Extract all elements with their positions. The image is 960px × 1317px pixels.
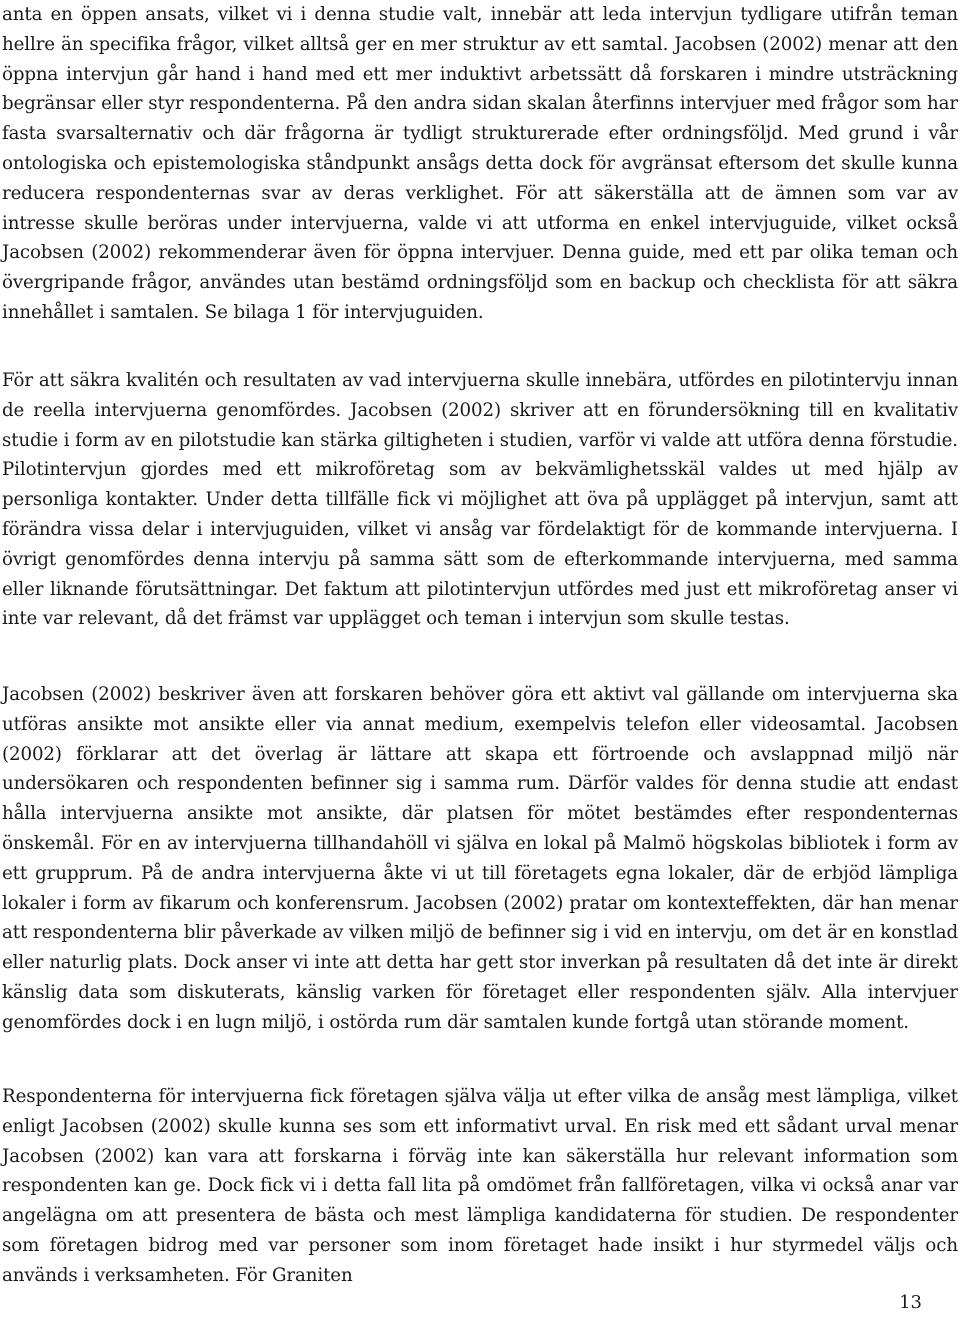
page-number: 13 [899, 1292, 922, 1313]
body-paragraph: För att säkra kvalitén och resultaten av vad intervjuerna skulle innebära, utfördes en pilotintervju innan de reella intervjuerna genomfördes. Jacobsen (2002) skriver att en förundersökning till en kvalitativ studie i form av en pilotstudie kan stärka giltigheten i studien, varför vi valde att utföra denna förstudie. Pilotintervjun gjordes med ett mikroföretag som av bekvämlighetsskäl valdes ut med hjälp av personliga kontakter. Under detta tillfälle fick vi möjlighet att öva på upplägget på intervjun, samt att förändra vissa delar i intervjuguiden, vilket vi ansåg var fördelaktigt för de kommande intervjuerna. I övrigt genomfördes denna intervju på samma sätt som de efterkommande intervjuerna, med samma eller liknande förutsättningar. Det faktum att pilotintervjun utfördes med just ett mikroföretag anser vi inte var relevant, då det främst var upplägget och teman i intervjun som skulle testas. [2, 370, 958, 630]
body-paragraph: anta en öppen ansats, vilket vi i denna studie valt, innebär att leda intervjun tydligare utifrån teman hellre än specifika frågor, vilket alltså ger en mer struktur av ett samtal. Jacobsen (2002) menar att den öppna intervjun går hand i hand med ett mer induktivt arbetssätt då forskaren i mindre utsträckning begränsar eller styr respondenterna. På den andra sidan skalan återfinns intervjuer med frågor som har fasta svarsalternativ och där frågorna är tydligt strukturerade efter ordningsföljd. Med grund i vår ontologiska och epistemologiska ståndpunkt ansågs detta dock för avgränsat eftersom det skulle kunna reducera respondenternas svar av deras verklighet. För att säkerställa att de ämnen som var av intresse skulle beröras under intervjuerna, valde vi att utforma en enkel intervjuguide, vilket också Jacobsen (2002) rekommenderar även för öppna intervjuer. Denna guide, med ett par olika teman och övergripande frågor, användes utan bestämd ordningsföljd som en backup och checklista för att säkra innehållet i samtalen. Se bilaga 1 för intervjuguiden. [2, 4, 958, 323]
body-paragraph: Respondenterna för intervjuerna fick företagen själva välja ut efter vilka de ansåg mest lämpliga, vilket enligt Jacobsen (2002) skulle kunna ses som ett informativt urval. En risk med ett sådant urval menar Jacobsen (2002) kan vara att forskarna i förväg inte kan säkerställa hur relevant information som respondenten kan ge. Dock fick vi i detta fall lita på omdömet från fallföretagen, vilka vi också anar var angelägna om att presentera de bästa och mest lämpliga kandidaterna för studien. De respondenter som företagen bidrog med var personer som inom företaget hade insikt i hur styrmedel väljs och används i verksamheten. För Graniten [2, 1086, 958, 1286]
body-paragraph: Jacobsen (2002) beskriver även att forskaren behöver göra ett aktivt val gällande om intervjuerna ska utföras ansikte mot ansikte eller via annat medium, exempelvis telefon eller videosamtal. Jacobsen (2002) förklarar att det överlag är lättare att skapa ett förtroende och avslappnad miljö när undersökaren och respondenten befinner sig i samma rum. Därför valdes för denna studie att endast hålla intervjuerna ansikte mot ansikte, där platsen för mötet bestämdes efter respondenternas önskemål. För en av intervjuerna tillhandahöll vi själva en lokal på Malmö högskolas bibliotek i form av ett grupprum. På de andra intervjuerna åkte vi ut till företagets egna lokaler, där de erbjöd lämpliga lokaler i form av fikarum och konferensrum. Jacobsen (2002) pratar om kontexteffekten, där han menar att respondenterna blir påverkade av vilken miljö de befinner sig i vid en intervju, om det är en konstlad eller naturlig plats. Dock anser vi inte att detta har gett stor inverkan på resultaten då det inte är direkt känslig data som diskuterats, känslig varken för företaget eller respondenten själv. Alla intervjuer genomfördes dock i en lugn miljö, i ostörda rum där samtalen kunde fortgå utan störande moment. [2, 684, 958, 1033]
